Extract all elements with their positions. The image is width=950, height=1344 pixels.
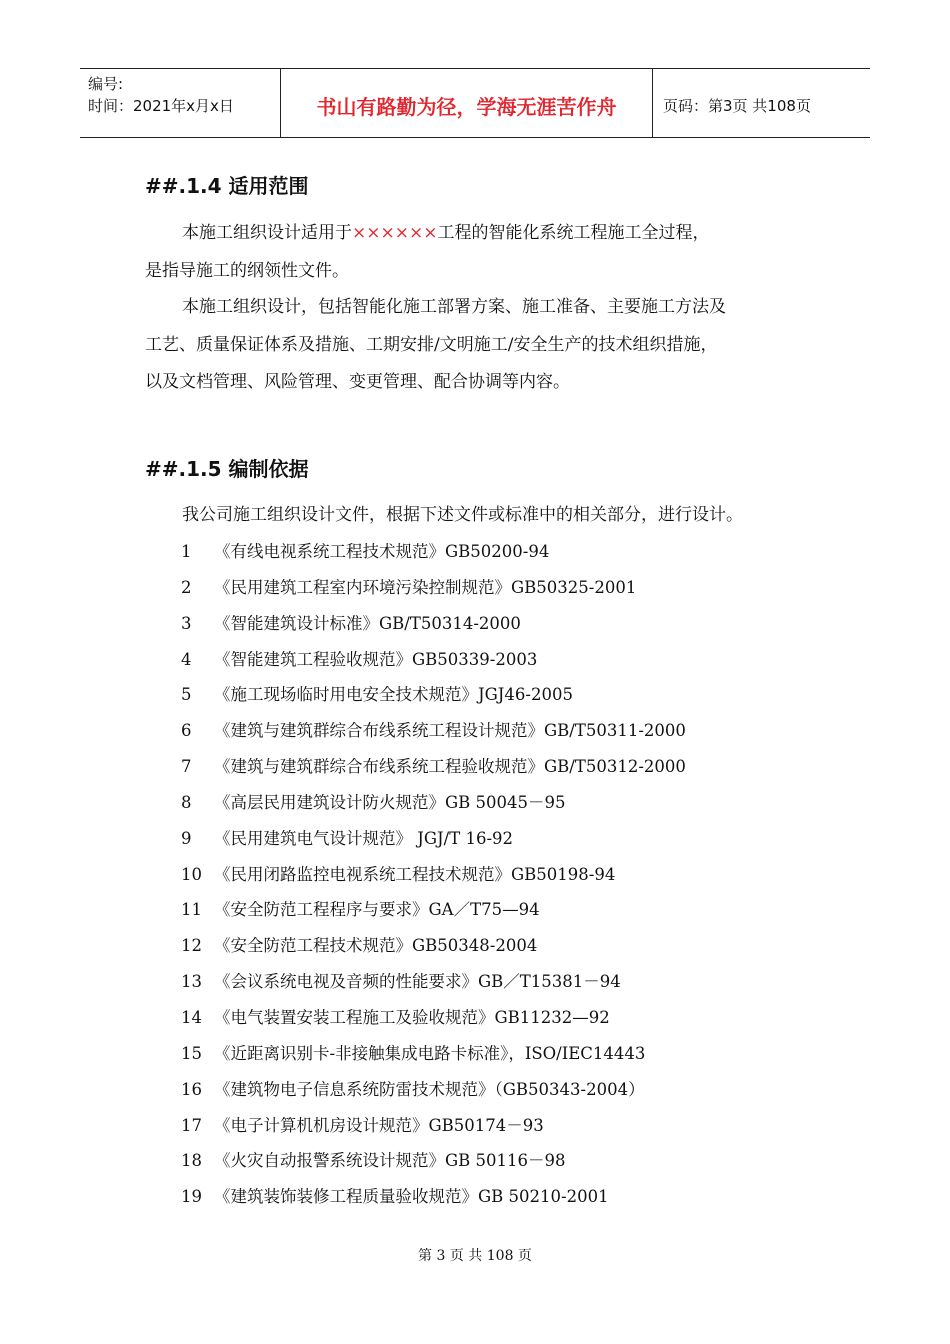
scope-paragraph-1-line-1 <box>145 215 815 253</box>
list-item-text: 《建筑与建筑群综合布线系统工程设计规范》GB/T50311-2000 <box>214 721 686 741</box>
list-item-number: 16 <box>181 1079 202 1099</box>
list-item-text: 《智能建筑工程验收规范》GB50339-2003 <box>214 649 538 669</box>
list-item-text: 《安全防范工程技术规范》GB50348-2004 <box>214 936 538 956</box>
list-item-number: 18 <box>181 1151 202 1171</box>
basis-intro-text: 我公司施工组织设计文件，根据下述文件或标准中的相关部分，进行设计。 <box>182 505 743 525</box>
list-item-number: 14 <box>181 1007 202 1027</box>
list-item-number: 2 <box>181 577 192 597</box>
list-item <box>181 857 841 893</box>
list-item-number: 17 <box>181 1115 202 1135</box>
list-item-text: 《电气装置安装工程施工及验收规范》GB11232—92 <box>214 1007 610 1027</box>
list-item-number: 10 <box>181 864 202 884</box>
list-item <box>181 749 841 785</box>
list-item-text: 《火灾自动报警系统设计规范》GB 50116－98 <box>214 1151 566 1171</box>
list-item-text: 《安全防范工程程序与要求》GA／T75—94 <box>214 900 540 920</box>
header-motto: 书山有路勤为径，学海无涯苦作舟 <box>281 69 653 137</box>
list-item-text: 《智能建筑设计标准》GB/T50314-2000 <box>214 613 521 633</box>
list-item-number: 19 <box>181 1187 202 1207</box>
list-item-number: 8 <box>181 792 192 812</box>
list-item-text: 《建筑装饰装修工程质量验收规范》GB 50210-2001 <box>214 1187 609 1207</box>
section-heading-scope: ##.1.4 适用范围 <box>145 174 309 198</box>
list-item-text: 《电子计算机机房设计规范》GB50174－93 <box>214 1115 544 1135</box>
list-item <box>181 606 841 642</box>
list-item <box>181 1000 841 1036</box>
list-item-number: 15 <box>181 1043 202 1063</box>
document-number-label: 编号: <box>88 75 124 93</box>
project-name-placeholder: ×××××× <box>352 223 438 243</box>
scope-paragraph-2 <box>145 289 815 402</box>
list-item <box>181 964 841 1000</box>
list-item-number: 1 <box>181 542 192 561</box>
list-item-number: 12 <box>181 936 202 956</box>
scope-paragraph-2-line-1: 本施工组织设计，包括智能化施工部署方案、施工准备、主要施工方法及 <box>182 297 726 317</box>
document-header <box>80 68 870 138</box>
list-item-number: 3 <box>181 613 192 633</box>
list-item-number: 9 <box>181 828 192 848</box>
list-item-text: 《民用闭路监控电视系统工程技术规范》GB50198-94 <box>214 864 616 884</box>
list-item-text: 《近距离识别卡-非接触集成电路卡标准》，ISO/IEC14443 <box>214 1043 646 1063</box>
list-item <box>181 821 841 857</box>
list-item-number: 7 <box>181 757 192 777</box>
list-item <box>181 1143 841 1179</box>
list-item-number: 6 <box>181 721 192 741</box>
scope-paragraph-1-line-2: 是指导施工的纲领性文件。 <box>145 260 349 281</box>
list-item <box>181 1036 841 1072</box>
list-item-text: 《有线电视系统工程技术规范》GB50200-94 <box>214 542 550 561</box>
list-item-text: 《建筑物电子信息系统防雷技术规范》（GB50343-2004） <box>214 1079 645 1099</box>
header-meta <box>80 69 281 137</box>
list-item <box>181 1072 841 1108</box>
list-item-number: 11 <box>181 900 202 920</box>
document-date: 时间：2021年x月x日 <box>88 97 234 115</box>
scope-paragraph-2-line-3: 以及文档管理、风险管理、变更管理、配合协调等内容。 <box>145 372 570 392</box>
list-item <box>181 1179 841 1215</box>
list-item <box>181 713 841 749</box>
header-page-info: 页码：第3页 共108页 <box>663 96 811 115</box>
list-item-text: 《建筑与建筑群综合布线系统工程验收规范》GB/T50312-2000 <box>214 757 686 777</box>
list-item-text: 《会议系统电视及音频的性能要求》GB／T15381－94 <box>214 972 621 992</box>
list-item-number: 5 <box>181 685 192 705</box>
scope-text-suffix: 工程的智能化系统工程施工全过程， <box>437 223 710 243</box>
page-footer: 第 3 页 共 108 页 <box>418 1248 532 1264</box>
list-item <box>181 928 841 964</box>
list-item <box>181 570 841 606</box>
list-item <box>181 785 841 821</box>
list-item <box>181 892 841 928</box>
list-item <box>181 534 841 570</box>
standards-list <box>181 534 841 1215</box>
list-item-text: 《民用建筑工程室内环境污染控制规范》GB50325-2001 <box>214 577 637 597</box>
list-item-text: 《民用建筑电气设计规范》 JGJ/T 16-92 <box>214 828 514 848</box>
list-item <box>181 642 841 678</box>
scope-paragraph-2-line-2: 工艺、质量保证体系及措施、工期安排/文明施工/安全生产的技术组织措施， <box>145 334 718 355</box>
list-item-text: 《施工现场临时用电安全技术规范》JGJ46-2005 <box>214 685 573 705</box>
list-item-text: 《高层民用建筑设计防火规范》GB 50045－95 <box>214 792 566 812</box>
list-item-number: 13 <box>181 972 202 992</box>
scope-paragraph-1 <box>145 215 815 290</box>
list-item <box>181 677 841 713</box>
basis-intro <box>145 497 815 535</box>
section-heading-basis: ##.1.5 编制依据 <box>145 457 309 481</box>
list-item <box>181 1108 841 1144</box>
scope-text-prefix: 本施工组织设计适用于 <box>182 223 352 243</box>
list-item-number: 4 <box>181 649 192 669</box>
